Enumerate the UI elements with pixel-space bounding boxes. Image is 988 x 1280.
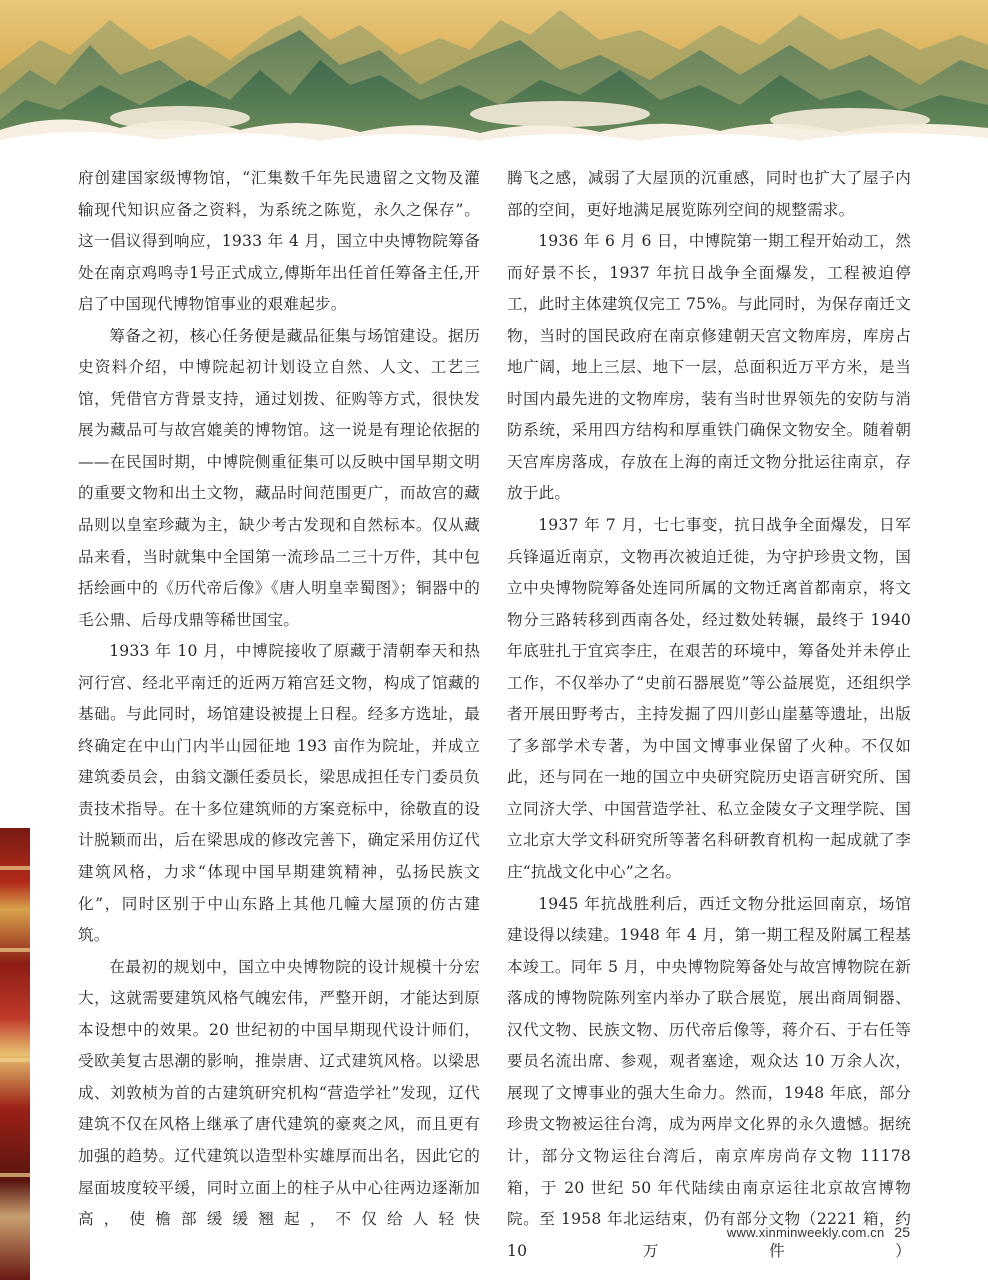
footer-website[interactable]: www.xinminweekly.com.cn <box>726 1225 885 1240</box>
article-paragraph: 筹备之初，核心任务便是藏品征集与场馆建设。据历史资料介绍，中博院起初计划设立自然、人文、工艺三馆，凭借官方背景支持，通过划拨、征购等方式，很快发展为藏品可与故宫媲美的博物馆。这一说是有理论依据的——在民国时期，中博院侧重征集可以反映中国早期文明的重要文物和出土文物，藏品时间范围更广，而故宫的藏品则以皇室珍藏为主，缺少考古发现和自然标本。仅从藏品来看，当时就集中全国第一流珍品二三十万件，其中包括绘画中的《历代帝后像》《唐人明皇幸蜀图》；铜器中的毛公鼎、后母戊鼎等稀世国宝。 <box>78 326 480 629</box>
article-paragraph: 1945 年抗战胜利后，西迁文物分批运回南京，场馆建设得以续建。1948 年 4 月，第一期工程及附属工程基本竣工。同年 5 月，中央博物院筹备处与故宫博物院在新落成的博物院陈列室内举办了联合展览，展出商周铜器、汉代文物、民族文物、历代帝后像等，蒋介石、于右任等要员名流出席、参观，观者塞途，观众达 10 万余人次，展现了文博事业的强大生命力。然而，1948 年底，部分珍贵文物被运往台湾，成为两岸文化界的永久遗憾。据统计，部分文物运往台湾后，南京库房尚存文物 11178 箱，于 20 世纪 50 年代陆续由南京运往北京故宫博物院。至 1958 年北运结束，仍有部分文物（2221 箱，约 10 万件） <box>507 894 911 1260</box>
article-paragraph: 府创建国家级博物馆，“汇集数千年先民遗留之文物及灌输现代知识应备之资料，为系统之陈览，永久之保存”。这一倡议得到响应，1933 年 4 月，国立中央博物院筹备处在南京鸡鸣寺1号正式成立,傅斯年出任首任筹备主任,开启了中国现代博物馆事业的艰难起步。 <box>78 169 480 314</box>
article-left-column <box>78 163 480 1236</box>
landscape-painting-icon <box>0 0 988 147</box>
header-landscape-image <box>0 0 988 147</box>
article-paragraph: 在最初的规划中，国立中央博物院的设计规模十分宏大，这就需要建筑风格气魄宏伟，严整开朗，才能达到原本设想中的效果。20 世纪初的中国早期现代设计师们，受欧美复古思潮的影响，推崇唐、辽式建筑风格。以梁思成、刘敦桢为首的古建筑研究机构“营造学社”发现，辽代建筑不仅在风格上继承了唐代建筑的豪爽之风，而且更有加强的趋势。辽代建筑以造型朴实雄厚而出名，因此它的屋面坡度较平缓，同时立面上的柱子从中心往两边逐渐加高，使檐部缓缓翘起，不仅给人轻快 <box>78 957 480 1229</box>
page-footer <box>727 1224 910 1244</box>
edge-palace-image <box>0 828 30 1280</box>
page-number: 25 <box>894 1224 910 1240</box>
article-paragraph: 1937 年 7 月，七七事变，抗日战争全面爆发，日军兵锋逼近南京，文物再次被迫迁徙，为守护珍贵文物，国立中央博物院筹备处连同所属的文物迁离首都南京，将文物分三路转移到西南各处，经过数处转辗，最终于 1940 年底驻扎于宜宾李庄，在艰苦的环境中，筹备处并未停止工作，不仅举办了“史前石器展览”等公益展览，还组织学者开展田野考古，主持发掘了四川彭山崖墓等遗址，出版了多部学术专著，为中国文博事业保留了火种。不仅如此，还与同在一地的国立中央研究院历史语言研究所、国立同济大学、中国营造学社、私立金陵女子文理学院、国立北京大学文科研究所等著名科研教育机构一起成就了李庄“抗战文化中心”之名。 <box>507 516 911 882</box>
article-paragraph: 腾飞之感，减弱了大屋顶的沉重感，同时也扩大了屋子内部的空间，更好地满足展览陈列空间的规整需求。 <box>507 169 911 219</box>
article-right-column <box>507 163 911 1267</box>
article-paragraph: 1936 年 6 月 6 日，中博院第一期工程开始动工，然而好景不长，1937 年抗日战争全面爆发，工程被迫停工，此时主体建筑仅完工 75%。与此同时，为保存南迁文物，当时的国民政府在南京修建朝天宫文物库房，库房占地广阔，地上三层、地下一层，总面积近万平方米，是当时国内最先进的文物库房，装有当时世界领先的安防与消防系统，采用四方结构和厚重铁门确保文物安全。随着朝天宫库房落成，存放在上海的南迁文物分批运往南京，存放于此。 <box>507 232 911 503</box>
article-paragraph: 1933 年 10 月，中博院接收了原藏于清朝奉天和热河行宫、经北平南迁的近两万箱宫廷文物，构成了馆藏的基础。与此同时，场馆建设被提上日程。经多方选址，最终确定在中山门内半山园征地 193 亩作为院址，并成立建筑委员会，由翁文灏任委员长，梁思成担任专门委员负责技术指导。在十多位建筑师的方案竞标中，徐敬直的设计脱颖而出，后在梁思成的修改完善下，确定采用仿辽代建筑风格，力求“体现中国早期建筑精神，弘扬民族文化”，同时区别于中山东路上其他几幢大屋顶的仿古建筑。 <box>78 642 480 945</box>
